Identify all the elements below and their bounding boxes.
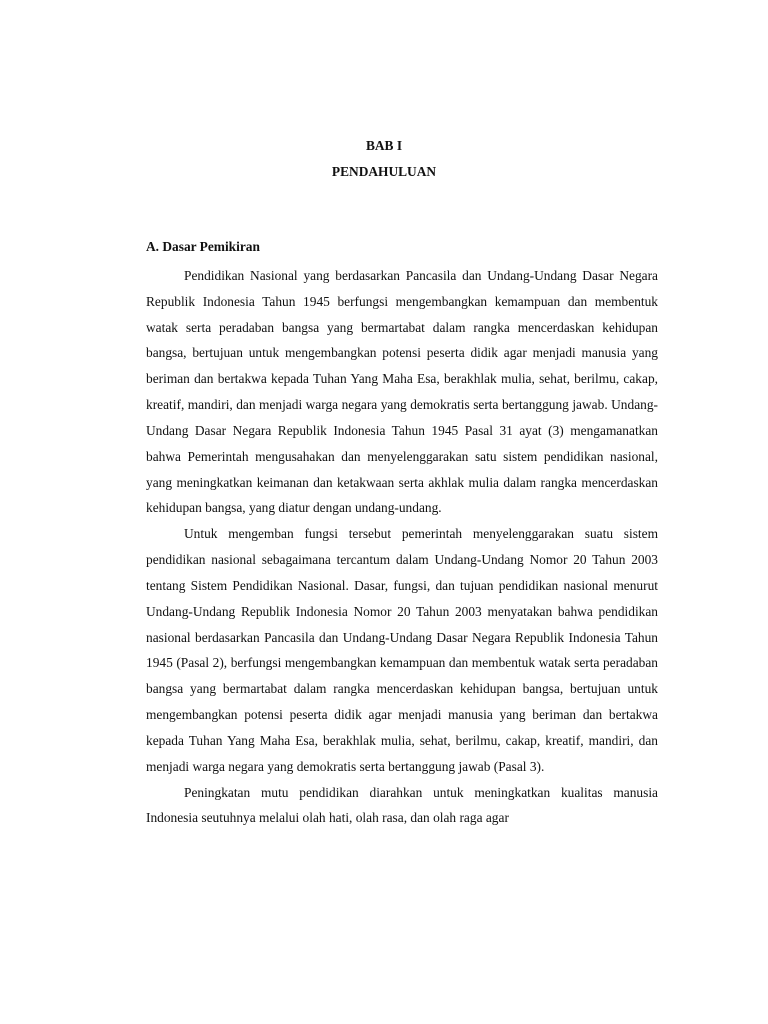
paragraph: Peningkatan mutu pendidikan diarahkan untuk meningkatkan kualitas manusia Indonesia seutuhnya melalui olah hati, olah rasa, dan olah raga agar — [146, 784, 658, 826]
paragraph: Untuk mengemban fungsi tersebut pemerintah menyelenggarakan suatu sistem pendidikan nasional sebagaimana tercantum dalam Undang-Undang Nomor 20 Tahun 2003 tentang Sistem Pendidikan Nasional. Dasar, fungsi, dan tujuan pendidikan nasional menurut Undang-Undang Republik Indonesia Nomor 20 Tahun 2003 menyatakan bahwa pendidikan nasional berdasarkan Pancasila dan Undang-Undang Dasar Negara Republik Indonesia Tahun 1945 (Pasal 2), berfungsi mengembangkan kemampuan dan membentuk watak serta peradaban bangsa yang bermartabat dalam rangka mencerdaskan kehidupan bangsa, bertujuan untuk mengembangkan potensi peserta didik agar menjadi manusia yang beriman dan bertakwa kepada Tuhan Yang Maha Esa, berakhlak mulia, sehat, berilmu, cakap, kreatif, mandiri, dan menjadi warga negara yang demokratis serta bertanggung jawab (Pasal 3). — [146, 526, 658, 774]
chapter-title: PENDAHULUAN — [331, 164, 437, 179]
body-text — [146, 263, 658, 831]
chapter-number: BAB I — [365, 138, 403, 153]
section-heading: A. Dasar Pemikiran — [146, 239, 260, 254]
paragraph: Pendidikan Nasional yang berdasarkan Pancasila dan Undang-Undang Dasar Negara Republik Indonesia Tahun 1945 berfungsi mengembangkan kemampuan dan membentuk watak serta peradaban bangsa yang bermartabat dalam rangka mencerdaskan kehidupan bangsa, bertujuan untuk mengembangkan potensi peserta didik agar menjadi manusia yang beriman dan bertakwa kepada Tuhan Yang Maha Esa, berakhlak mulia, sehat, berilmu, cakap, kreatif, mandiri, dan menjadi warga negara yang demokratis serta bertanggung jawab. Undang-Undang Dasar Negara Republik Indonesia Tahun 1945 Pasal 31 ayat (3) mengamanatkan bahwa Pemerintah mengusahakan dan menyelenggarakan satu sistem pendidikan nasional, yang meningkatkan keimanan dan ketakwaan serta akhlak mulia dalam rangka mencerdaskan kehidupan bangsa, yang diatur dengan undang-undang. — [146, 268, 658, 516]
